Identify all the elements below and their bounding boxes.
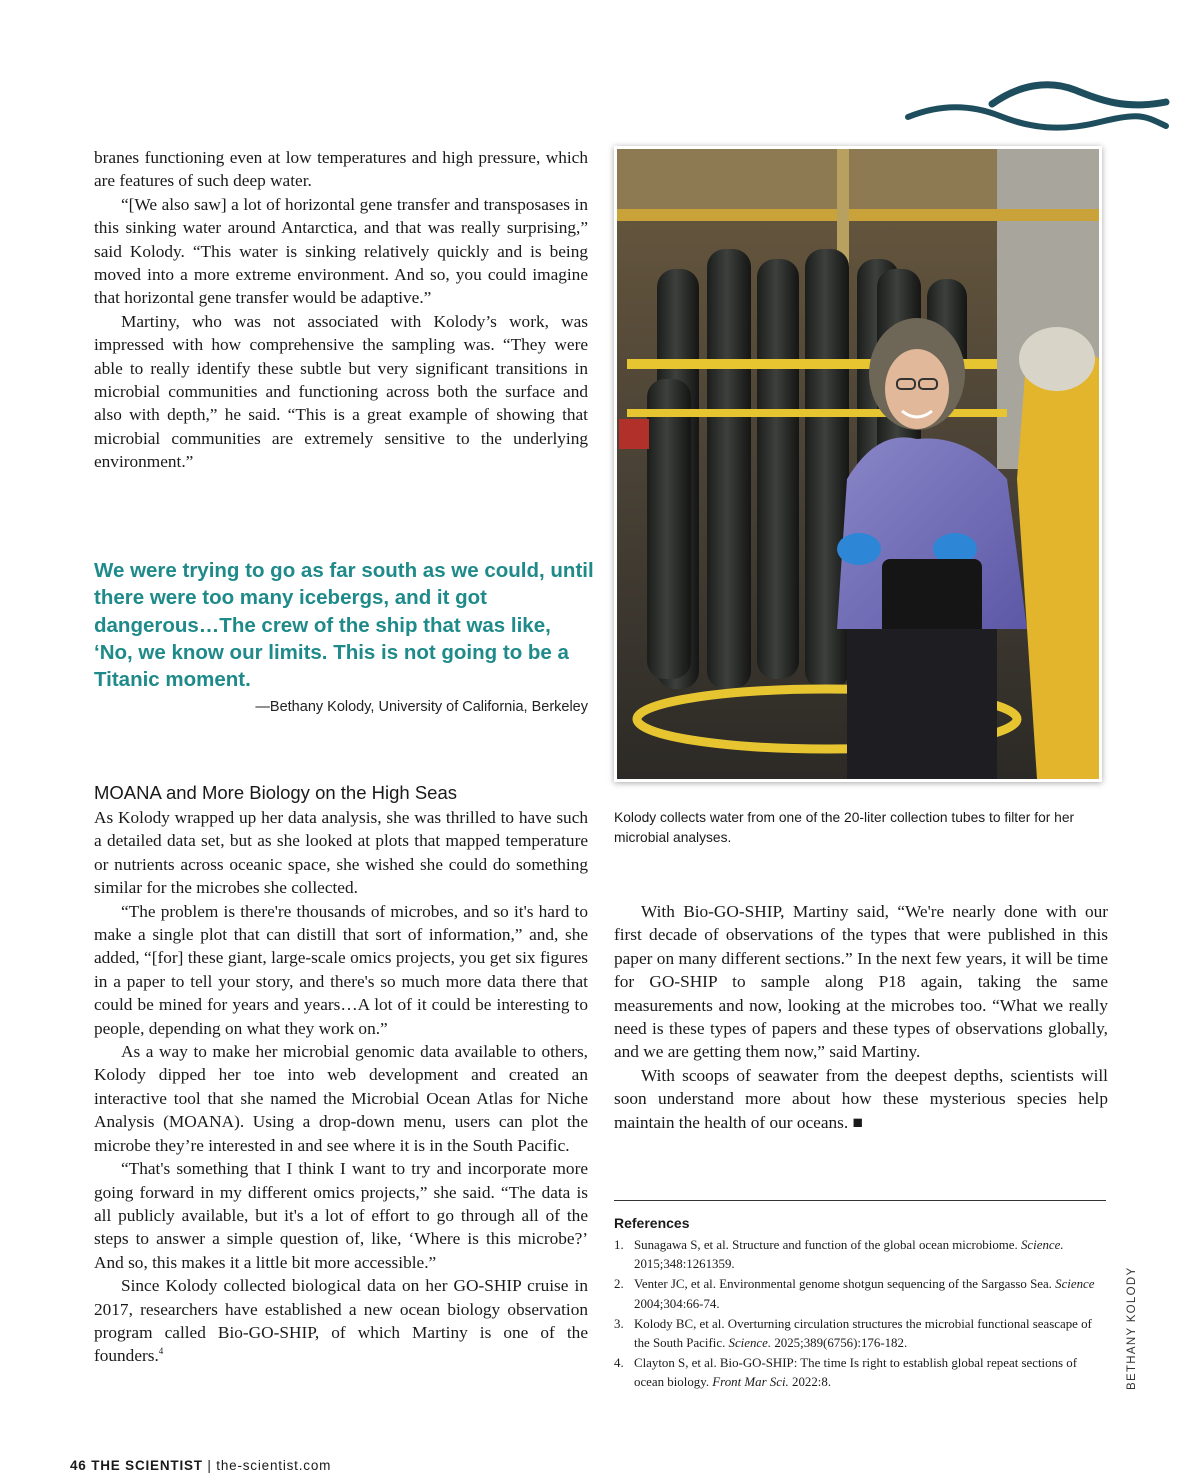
magazine-name: THE SCIENTIST bbox=[91, 1458, 203, 1473]
reference-text: Venter JC, et al. Environmental genome shotgun sequencing of the Sargasso Sea. bbox=[634, 1277, 1056, 1292]
reference-journal: Science bbox=[1055, 1277, 1095, 1292]
footnote-marker: 4 bbox=[158, 1346, 164, 1357]
paragraph: As a way to make her microbial genomic data available to others, Kolody dipped her toe into web development and created an interactive tool that she named the Microbial Ocean Atlas for Niche Analysis (MOANA). Using a drop-down menu, users can plot the microbe they’re interested in and see where it is in the South Pacific. bbox=[94, 1042, 588, 1155]
left-column-top bbox=[94, 146, 588, 474]
reference-item bbox=[614, 1236, 1104, 1274]
paragraph: With Bio-GO-SHIP, Martiny said, “We're nearly done with our first decade of observations of the types that were published in this paper on many different sections.” In the next few years, it will be time for GO-SHIP to sample along P18 again, taking the same measurements and now, looking at the microbes too. “What we really need is these types of papers and these types of observations globally, and we are getting them now,” said Martiny. bbox=[614, 902, 1108, 1062]
reference-text: Sunagawa S, et al. Structure and function of the global ocean microbiome. bbox=[634, 1238, 1021, 1252]
pull-quote: We were trying to go as far south as we could, until there were too many icebergs, and it got dangerous…The crew of the ship that was like, ‘No, we know our limits. This is not going to be a Titanic moment. bbox=[94, 559, 594, 692]
section-heading: MOANA and More Biology on the High Seas bbox=[94, 782, 457, 803]
divider bbox=[614, 1200, 1106, 1201]
references-title: References bbox=[614, 1215, 690, 1231]
paragraph-text: Since Kolody collected biological data on her GO-SHIP cruise in 2017, researchers have established a new ocean biology observation program called Bio-GO-SHIP, of which Martiny is one of the founders. bbox=[94, 1276, 588, 1366]
paragraph: As Kolody wrapped up her data analysis, she was thrilled to have such a detailed data set, but as she looked at plots that mapped temperature or nutrients across oceanic space, she wished she could do something similar for the microbes she collected. bbox=[94, 808, 588, 898]
paragraph bbox=[94, 1274, 588, 1368]
reference-details: 2022:8. bbox=[788, 1375, 832, 1390]
paragraph: Martiny, who was not associated with Kolody’s work, was impressed with how comprehensive the sampling was. “They were able to really identify these subtle but very significant transitions in microbial communities and functioning across both the surface and also with depth,” he said. “This is a great example of showing that microbial communities are extremely sensitive to the underlying environment.” bbox=[94, 311, 588, 472]
paragraph: “The problem is there're thousands of microbes, and so it's hard to make a single plot that can distill that sort of information,” and, she added, “[for] these giant, large-scale omics projects, you get six figures in a paper to tell your story, and there's so much more data there that could be mined for years and years…A lot of it could be interesting to people, depending on what they work on.” bbox=[94, 901, 588, 1038]
page-number: 46 bbox=[70, 1458, 87, 1473]
reference-details: 2025;389(6756):176-182. bbox=[771, 1336, 908, 1351]
reference-number: 4. bbox=[614, 1356, 624, 1371]
paragraph: branes functioning even at low temperatures and high pressure, which are features of such deep water. bbox=[94, 148, 588, 191]
reference-number: 3. bbox=[614, 1316, 624, 1331]
reference-details: 2015;348:1261359. bbox=[634, 1257, 735, 1272]
references-list bbox=[614, 1236, 1104, 1394]
photo bbox=[614, 146, 1102, 782]
footer-separator: | bbox=[207, 1458, 212, 1473]
photo-caption: Kolody collects water from one of the 20-liter collection tubes to filter for her microbial analyses. bbox=[614, 810, 1075, 845]
wave-icon bbox=[900, 70, 1170, 150]
reference-number: 2. bbox=[614, 1277, 624, 1292]
reference-text: Clayton S, et al. Bio-GO-SHIP: The time Is right to establish global repeat sections of ocean biology. bbox=[634, 1356, 1077, 1390]
reference-journal: Front Mar Sci. bbox=[712, 1375, 789, 1390]
reference-number: 1. bbox=[614, 1238, 624, 1252]
left-column-section bbox=[94, 806, 588, 1368]
photo-credit: BETHANY KOLODY bbox=[1126, 1266, 1138, 1390]
reference-details: 2004;304:66-74. bbox=[634, 1296, 720, 1311]
photo-illustration bbox=[617, 149, 1099, 779]
reference-journal: Science. bbox=[728, 1336, 772, 1351]
reference-item bbox=[614, 1354, 1104, 1392]
paragraph: “[We also saw] a lot of horizontal gene transfer and transposases in this sinking water around Antarctica, and that was really surprising,” said Kolody. “This water is sinking relatively quickly and is being moved into a more extreme environment. And so, you could imagine that horizontal gene transfer would be adaptive.” bbox=[94, 194, 588, 308]
paragraph: With scoops of seawater from the deepest depths, scientists will soon understand more about how these mysterious species help maintain the health of our oceans. ■ bbox=[614, 1065, 1108, 1132]
reference-journal: Science. bbox=[1020, 1238, 1064, 1252]
right-column bbox=[614, 900, 1108, 1134]
pull-quote-attribution: —Bethany Kolody, University of California, Berkeley bbox=[255, 699, 588, 715]
website-link[interactable]: the-scientist.com bbox=[216, 1458, 332, 1473]
page-footer bbox=[70, 1458, 331, 1473]
reference-item bbox=[614, 1275, 1104, 1313]
reference-item bbox=[614, 1315, 1104, 1353]
paragraph: “That's something that I think I want to try and incorporate more going forward in my different omics projects,” she said. “The data is all publicly available, but it's a lot of effort to go through all of the steps to answer a simple question of, like, ‘Where is this microbe?’ And so, this makes it a little bit more accessible.” bbox=[94, 1159, 588, 1272]
reference-text: Kolody BC, et al. Overturning circulation structures the microbial functional seascape of the South Pacific. bbox=[634, 1316, 1092, 1351]
